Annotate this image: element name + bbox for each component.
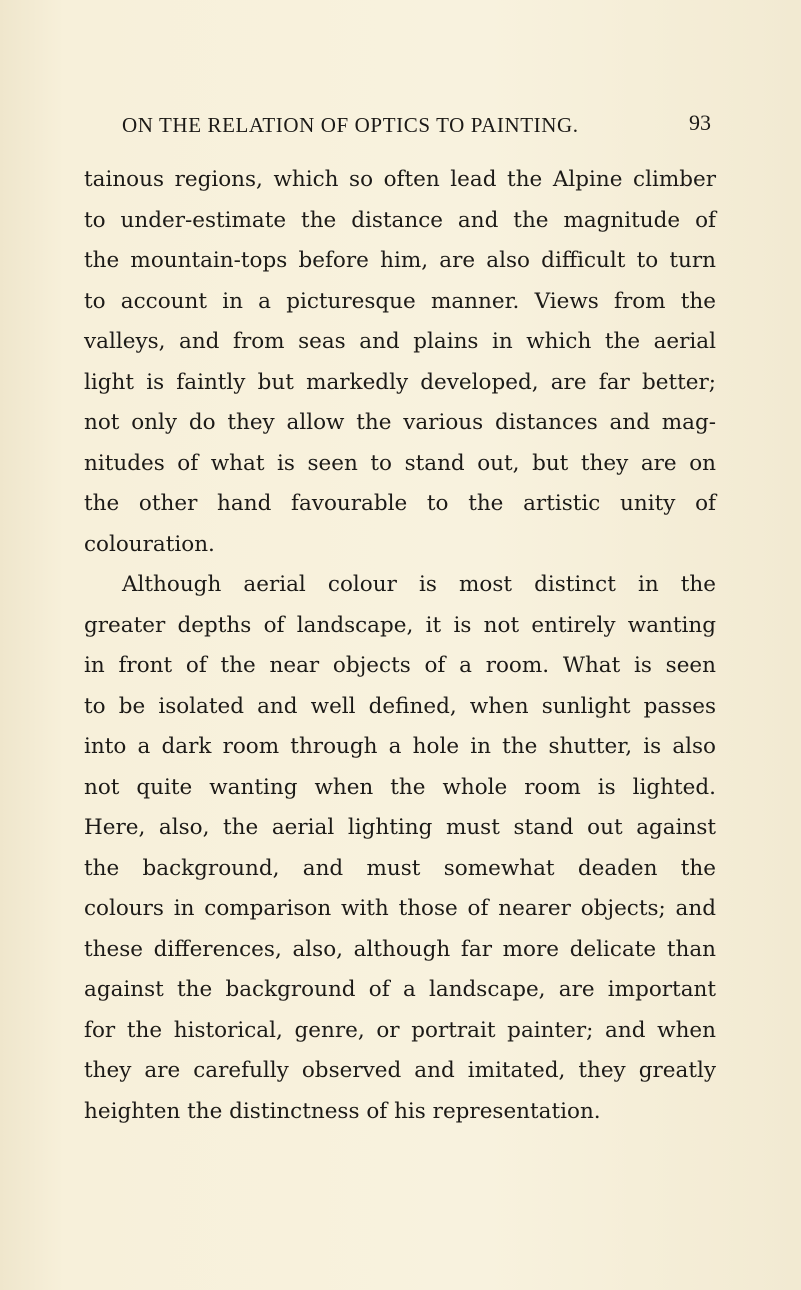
running-head-title: ON THE RELATION OF OPTICS TO PAINTING.	[122, 113, 579, 137]
text-line: to under-estimate the distance and the magnitude of	[84, 207, 716, 233]
text-line: not only do they allow the various distances and mag-	[84, 410, 716, 435]
text-line: colours in comparison with those of nearer objects; and	[84, 896, 716, 921]
text-line: to be isolated and well defined, when sunlight passes	[84, 693, 716, 719]
text-line: to account in a picturesque manner. Views from the	[84, 288, 716, 314]
text-line: Here, also, the aerial lighting must stand out against	[84, 815, 716, 840]
page-number: 93	[689, 110, 711, 135]
text-line: these differences, also, although far more delicate than	[84, 936, 716, 962]
text-line: in front of the near objects of a room. What is seen	[84, 653, 716, 678]
text-line: the mountain-tops before him, are also difficult to turn	[84, 248, 716, 273]
text-line: into a dark room through a hole in the shutter, is also	[84, 734, 716, 759]
text-line: light is faintly but markedly developed, are far better;	[84, 369, 716, 395]
text-line: Although aerial colour is most distinct in the	[122, 572, 716, 597]
text-line: colouration.	[84, 531, 215, 557]
text-line: greater depths of landscape, it is not entirely wanting	[84, 612, 716, 638]
text-line: against the background of a landscape, are important	[84, 977, 716, 1002]
paragraph-1	[84, 160, 716, 565]
text-line: they are carefully observed and imitated, they greatly	[84, 1058, 716, 1083]
text-line: the background, and must somewhat deaden the	[84, 855, 716, 881]
text-line: for the historical, genre, or portrait painter; and when	[84, 1017, 716, 1043]
text-line: tainous regions, which so often lead the Alpine climber	[84, 167, 716, 192]
body-text	[84, 160, 716, 1132]
text-line: not quite wanting when the whole room is lighted.	[84, 774, 716, 800]
text-line: nitudes of what is seen to stand out, but they are on	[84, 450, 716, 476]
paragraph-2	[84, 565, 716, 1132]
text-line: the other hand favourable to the artistic unity of	[84, 491, 716, 516]
text-line: valleys, and from seas and plains in which the aerial	[84, 329, 716, 354]
text-line: heighten the distinctness of his representation.	[84, 1098, 601, 1124]
